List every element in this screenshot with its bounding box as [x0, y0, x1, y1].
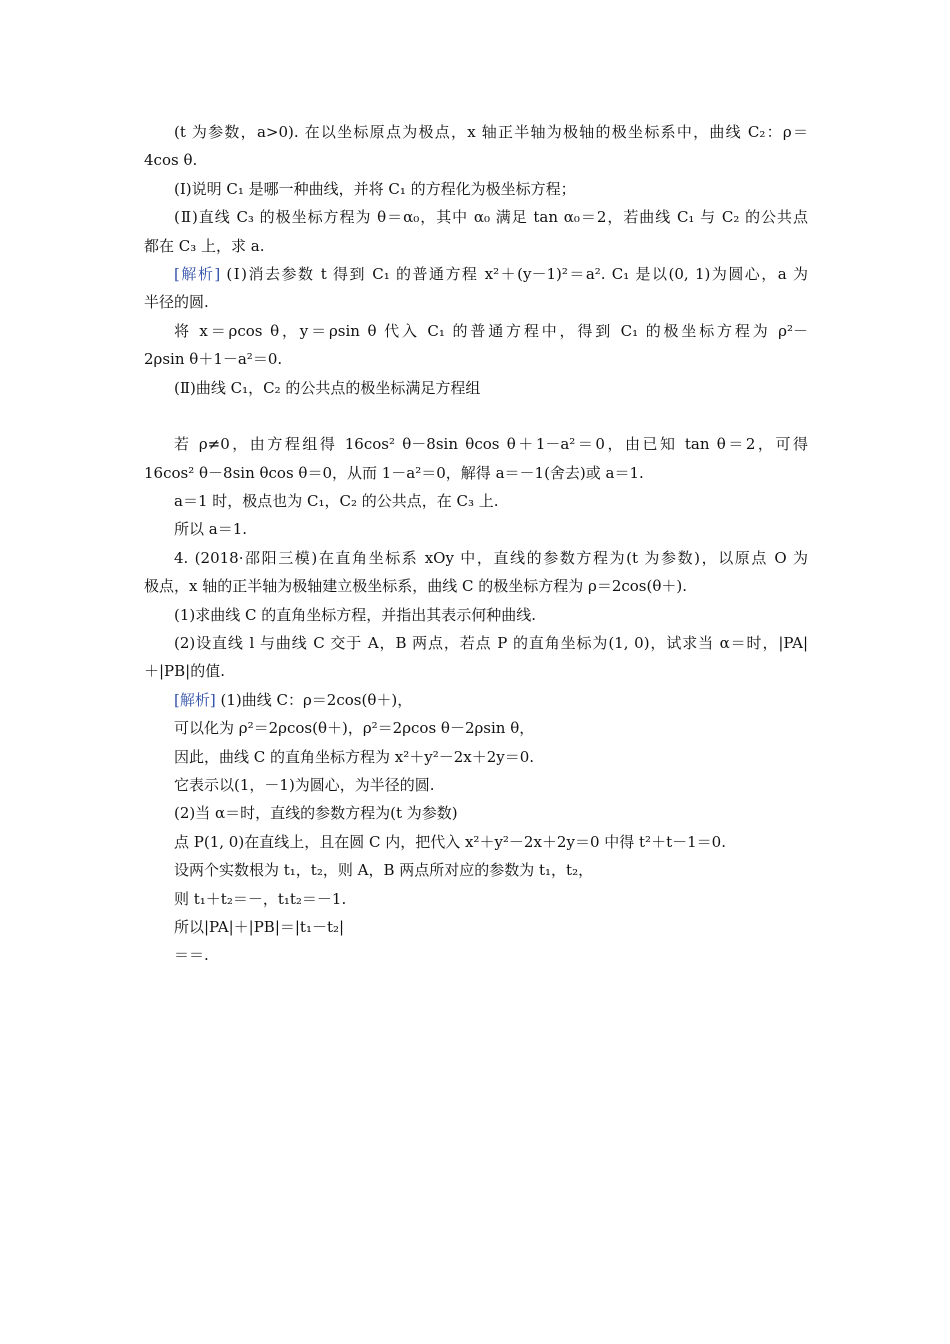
text-line-28: 则 t₁＋t₂＝－，t₁t₂＝－1. [174, 889, 347, 908]
text-line-14: a＝1 时，极点也为 C₁，C₂ 的公共点，在 C₃ 上. [174, 492, 499, 511]
text-line-13: 16cos² θ－8sin θcos θ＝0，从而 1－a²＝0，解得 a＝－1(舍去)或 a＝1. [144, 463, 644, 482]
text-line-17: 极点，x 轴的正半轴为极轴建立极坐标系，曲线 C 的极坐标方程为 ρ＝2cos(θ＋). [144, 577, 688, 596]
text-line-5: 都在 C₃ 上，求 a. [144, 236, 265, 255]
text-line-29: 所以|PA|＋|PB|＝|t₁－t₂| [174, 917, 345, 936]
text-line-3: (Ⅰ)说明 C₁ 是哪一种曲线，并将 C₁ 的方程化为极坐标方程； [174, 179, 576, 198]
text-line-10: (Ⅱ)曲线 C₁，C₂ 的公共点的极坐标满足方程组 [174, 378, 481, 397]
text-line-8: 将 x＝ρcos θ，y＝ρsin θ 代入 C₁ 的普通方程中，得到 C₁ 的极坐标方程为 ρ²－ [174, 321, 808, 340]
text-line-20: ＋|PB|的值. [144, 662, 225, 681]
text-line-1: (t 为参数，a>0). 在以坐标原点为极点，x 轴正半轴为极轴的极坐标系中，曲线 C₂：ρ＝ [174, 123, 808, 141]
text-line-30: ＝＝. [174, 946, 209, 965]
text-line-27: 设两个实数根为 t₁，t₂，则 A，B 两点所对应的参数为 t₁，t₂， [174, 861, 594, 880]
text-line-9: 2ρsin θ＋1－a²＝0. [144, 350, 283, 369]
text-line-18: (1)求曲线 C 的直角坐标方程，并指出其表示何种曲线. [174, 605, 537, 624]
text-line-7: 半径的圆. [144, 293, 209, 312]
text-line-15: 所以 a＝1. [174, 520, 248, 539]
equation-gap [144, 402, 808, 430]
text-line-6: [解析] (Ⅰ)消去参数 t 得到 C₁ 的普通方程 x²＋(y－1)²＝a². C₁ 是以(0, 1)为圆心，a 为 [174, 264, 808, 283]
analysis-tag: [解析] [174, 264, 221, 283]
text-line-2: 4cos θ. [144, 151, 198, 170]
text-line-21: [解析] (1)曲线 C：ρ＝2cos(θ＋)， [174, 690, 413, 709]
document-body [144, 118, 808, 970]
text-line-16: 4. (2018·邵阳三模)在直角坐标系 xOy 中，直线的参数方程为(t 为参数)，以原点 O 为 [174, 548, 808, 567]
text-line-24: 它表示以(1，－1)为圆心，为半径的圆. [174, 775, 435, 794]
text-line-12: 若 ρ≠0，由方程组得 16cos² θ－8sin θcos θ＋1－a²＝0，由已知 tan θ＝2，可得 [174, 435, 808, 454]
text-line-19: (2)设直线 l 与曲线 C 交于 A，B 两点，若点 P 的直角坐标为(1, 0)，试求当 α＝时，|PA| [174, 634, 808, 653]
text-line-25: (2)当 α＝时，直线的参数方程为(t 为参数) [174, 804, 458, 823]
text-line-4: (Ⅱ)直线 C₃ 的极坐标方程为 θ＝α₀，其中 α₀ 满足 tan α₀＝2，若曲线 C₁ 与 C₂ 的公共点 [174, 208, 808, 227]
text-line-22: 可以化为 ρ²＝2ρcos(θ＋)，ρ²＝2ρcos θ－2ρsin θ， [174, 719, 535, 738]
text-line-26: 点 P(1, 0)在直线上，且在圆 C 内，把代入 x²＋y²－2x＋2y＝0 中得 t²＋t－1＝0. [174, 832, 726, 851]
text-line-23: 因此，曲线 C 的直角坐标方程为 x²＋y²－2x＋2y＝0. [174, 747, 535, 766]
analysis-tag: [解析] [174, 690, 216, 709]
